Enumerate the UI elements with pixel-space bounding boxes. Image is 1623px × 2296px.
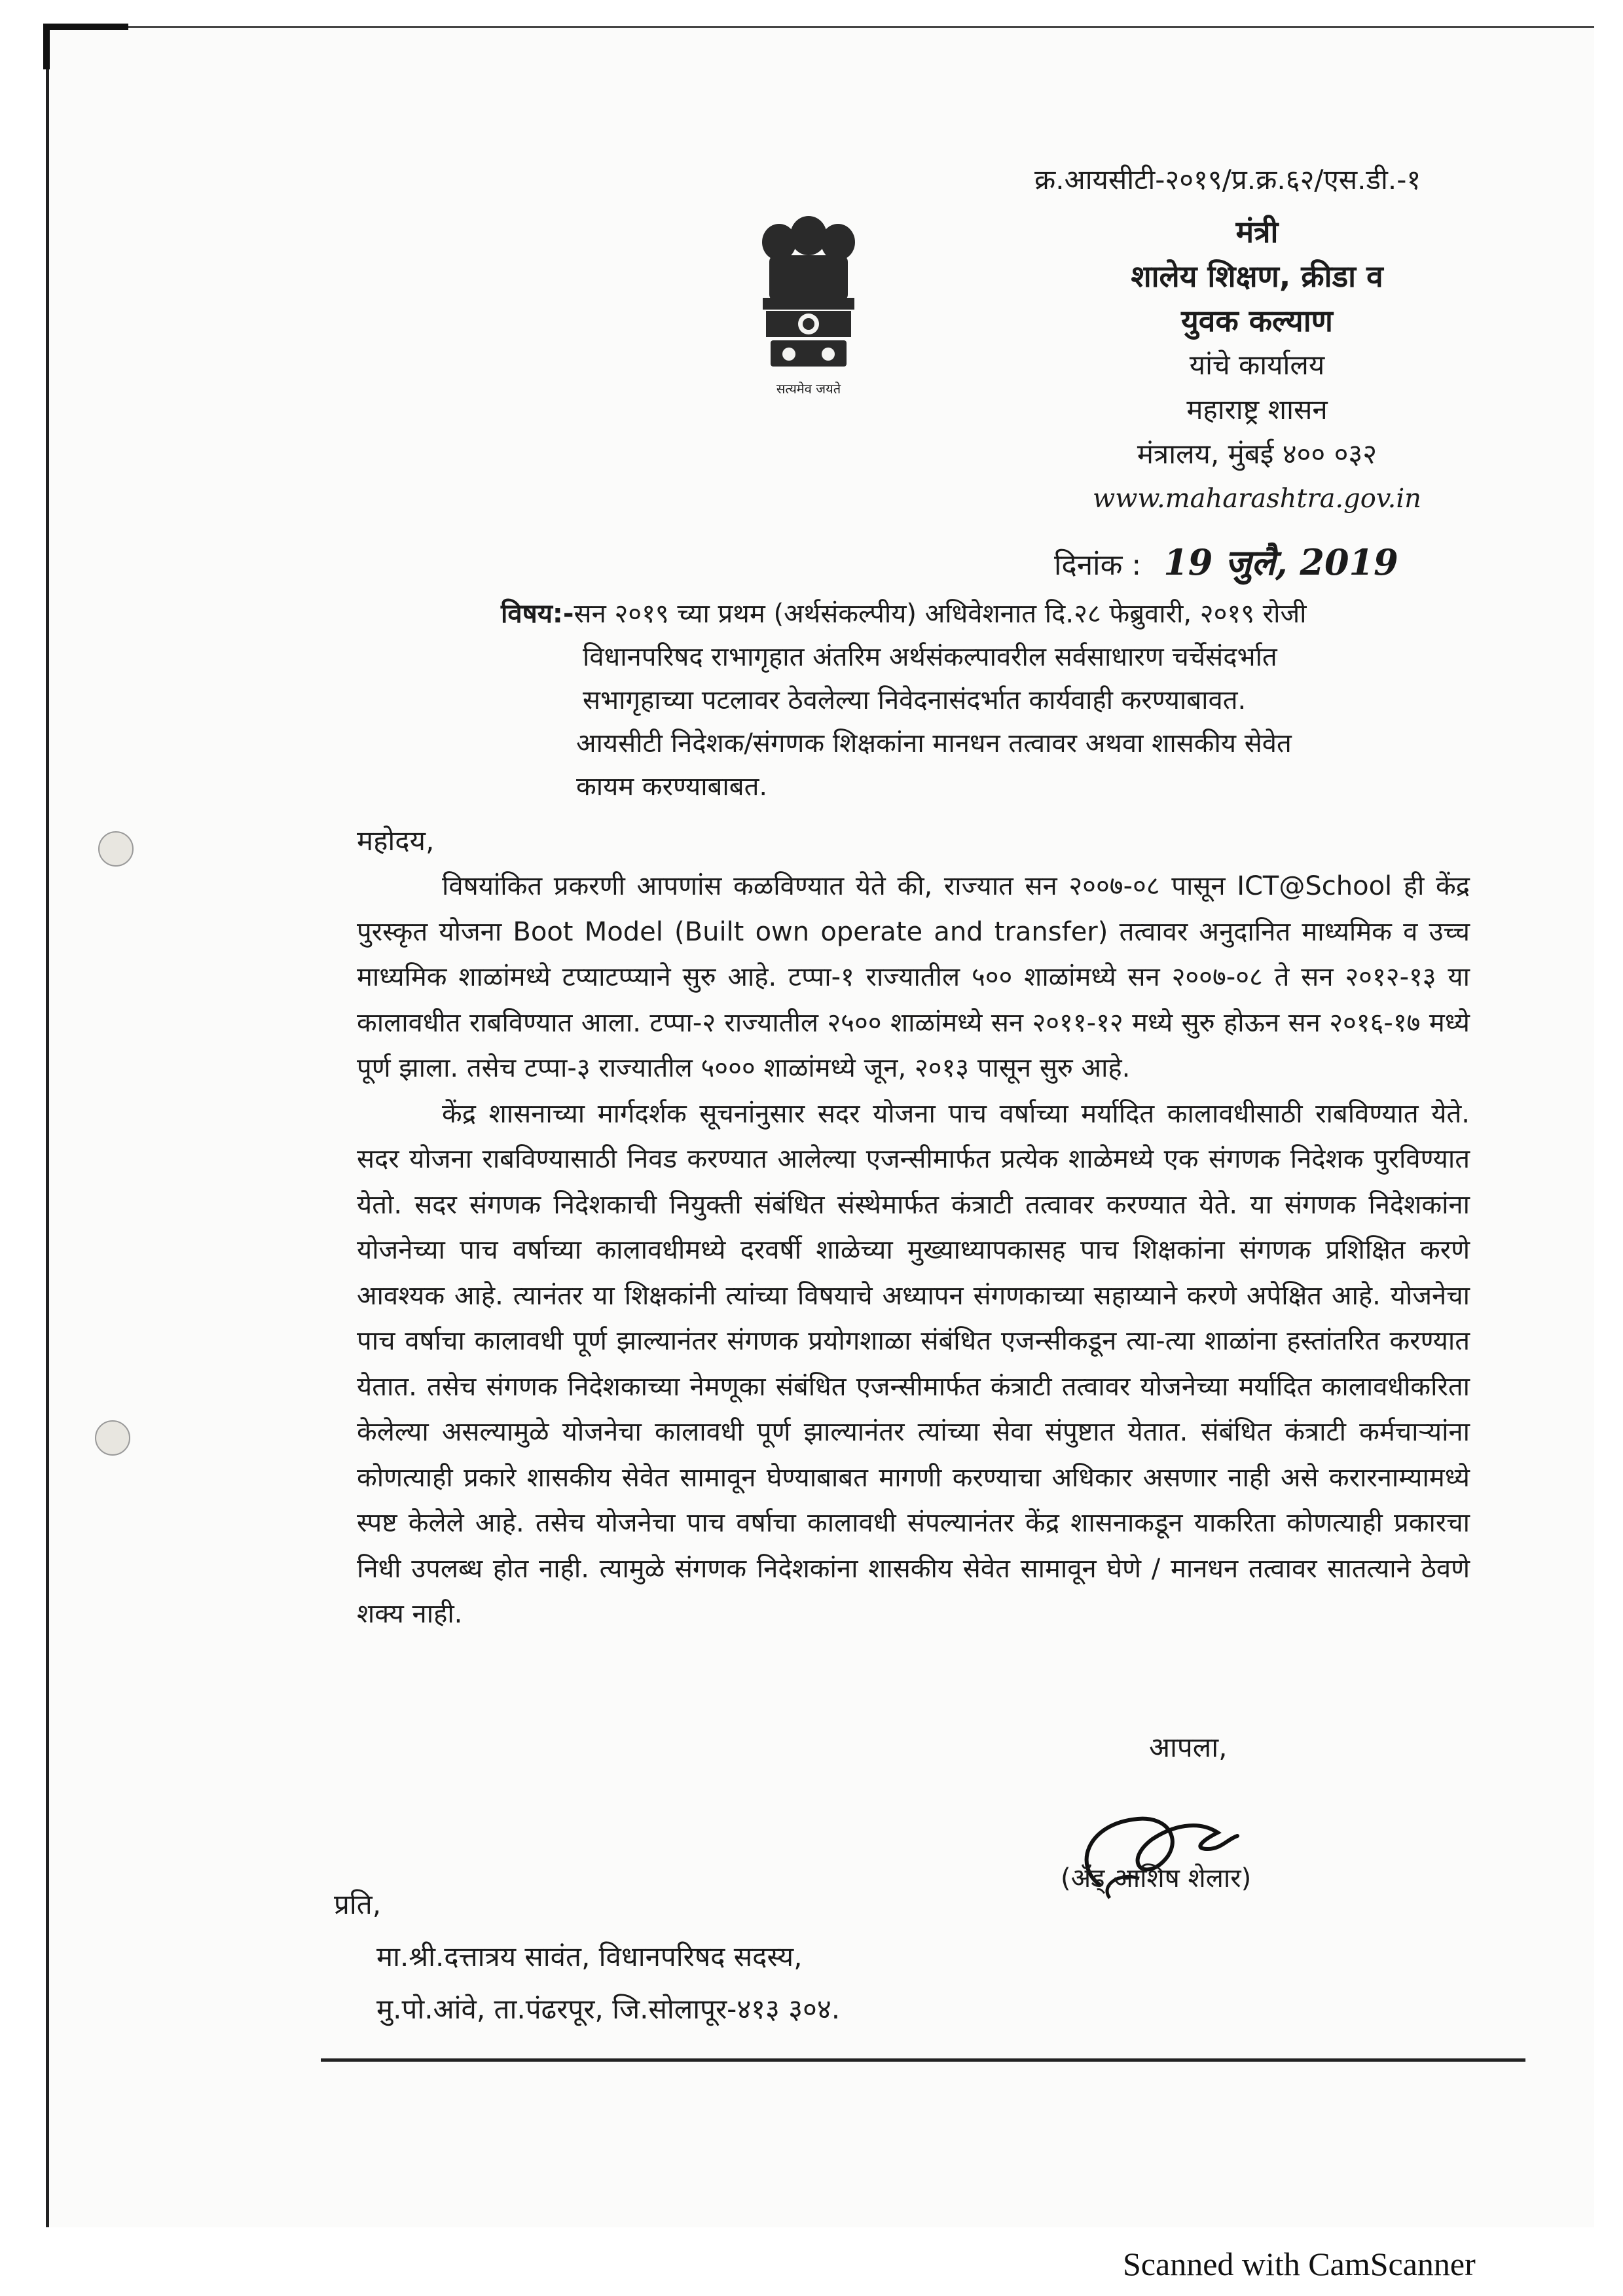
date-value: 19 जुलै, 2019: [1163, 541, 1398, 583]
recipient-address: [376, 1931, 840, 2036]
subject-line: सन २०१९ च्या प्रथम (अर्थसंकल्पीय) अधिवेशनात दि.२८ फेब्रुवारी, २०१९ रोजी: [574, 599, 1307, 629]
punch-hole: [98, 831, 134, 867]
recipient-line: मा.श्री.दत्तात्रय सावंत, विधानपरिषद सदस्य,: [376, 1941, 803, 1973]
body-paragraph: विषयांकित प्रकरणी आपणांस कळविण्यात येते की, राज्यात सन २००७-०८ पासून ICT@School ही केंद्र पुरस्कृत योजना Boot Model (Built own operate and transfer) तत्वावर अनुदानित माध्यमिक व उच्च माध्यमिक शाळांमध्ये टप्याटप्प्याने सुरु आहे. टप्पा-१ राज्यातील ५०० शाळांमध्ये सन २००७-०८ ते सन २०१२-१३ या कालावधीत राबविण्यात आला. टप्पा-२ राज्यातील २५०० शाळांमध्ये सन २०११-१२ मध्ये सुरु होऊन सन २०१६-१७ मध्ये पूर्ण झाला. तसेच टप्पा-३ राज्यातील ५००० शाळांमध्ये जून, २०१३ पासून सुरु आहे.: [357, 871, 1470, 1083]
recipient-label: प्रति,: [334, 1888, 382, 1920]
reference-number: क्र.आयसीटी-२०१९/प्र.क्र.६२/एस.डी.-१: [1034, 164, 1421, 196]
scan-corner-mark: [43, 24, 128, 69]
salutation: महोदय,: [357, 825, 435, 857]
website-link[interactable]: www.maharashtra.gov.in: [1093, 484, 1421, 514]
punch-hole: [95, 1420, 130, 1456]
date-label: दिनांक :: [1054, 548, 1142, 582]
subject-line: आयसीटी निदेशक/संगणक शिक्षकांना मानधन तत्वावर अथवा शासकीय सेवेत: [576, 728, 1292, 759]
closing: आपला,: [1149, 1731, 1228, 1763]
office-line: यांचे कार्यालय: [1189, 349, 1325, 381]
ashoka-emblem-icon: [743, 200, 874, 396]
camscanner-watermark: Scanned with CamScanner: [1123, 2246, 1476, 2282]
subject-line: सभागृहाच्या पटलावर ठेवलेल्या निवेदनासंदर्भात कार्यवाही करण्याबावत.: [583, 685, 1247, 715]
subject-block: [501, 592, 1444, 808]
footer-divider: [321, 2058, 1525, 2062]
letter-body: [357, 864, 1470, 1638]
signatory-name: (ॲड्.आशिष शेलार): [1061, 1863, 1252, 1893]
subject-line: कायम करण्याबाबत.: [576, 772, 768, 802]
office-line: शालेय शिक्षण, क्रीडा व: [1131, 259, 1383, 294]
emblem-motto: सत्यमेव जयते: [776, 381, 841, 397]
subject-label: विषय:-: [501, 599, 574, 629]
office-address-block: [1021, 209, 1493, 521]
office-line: मंत्रालय, मुंबई ४०० ०३२: [1137, 438, 1377, 470]
subject-line: विधानपरिषद राभागृहात अंतरिम अर्थसंकल्पावरील सर्वसाधारण चर्चेसंदर्भात: [583, 642, 1277, 672]
office-line: युवक कल्याण: [1181, 303, 1333, 338]
office-line: मंत्री: [1235, 214, 1279, 249]
office-line: महाराष्ट्र शासन: [1186, 393, 1328, 425]
body-paragraph: केंद्र शासनाच्या मार्गदर्शक सूचनांनुसार सदर योजना पाच वर्षाच्या मर्यादित कालावधीसाठी राबविण्यात येते. सदर योजना राबविण्यासाठी निवड करण्यात आलेल्या एजन्सीमार्फत प्रत्येक शाळेमध्ये एक संगणक निदेशक पुरविण्यात येतो. सदर संगणक निदेशकाची नियुक्ती संबंधित संस्थेमार्फत कंत्राटी तत्वावर करण्यात येते. या संगणक निदेशकांना योजनेच्या पाच वर्षाच्या कालावधीमध्ये दरवर्षी शाळेच्या मुख्याध्यापकासह पाच शिक्षकांना संगणक प्रशिक्षित करणे आवश्यक आहे. त्यानंतर या शिक्षकांनी त्यांच्या विषयाचे अध्यापन संगणकाच्या सहाय्याने करणे अपेक्षित आहे. योजनेचा पाच वर्षाचा कालावधी पूर्ण झाल्यानंतर संगणक प्रयोगशाळा संबंधित एजन्सीकडून त्या-त्या शाळांना हस्तांतरित करण्यात येतात. तसेच संगणक निदेशकाच्या नेमणूका संबंधित एजन्सीमार्फत कंत्राटी तत्वावर योजनेच्या मर्यादित कालावधीकरिता केलेल्या असल्यामुळे योजनेचा कालावधी पूर्ण झाल्यानंतर त्यांच्या सेवा संपुष्टात येतात. संबंधित कंत्राटी कर्मचाऱ्यांना कोणत्याही प्रकारे शासकीय सेवेत सामावून घेण्याबाबत मागणी करण्याचा अधिकार असणार नाही असे करारनाम्यामध्ये स्पष्ट केलेले आहे. तसेच योजनेचा पाच वर्षाचा कालावधी संपल्यानंतर केंद्र शासनाकडून याकरिता कोणत्याही प्रकारचा निधी उपलब्ध होत नाही. त्यामुळे संगणक निदेशकांना शासकीय सेवेत सामावून घेणे / मानधन तत्वावर सातत्याने ठेवणे शक्य नाही.: [357, 1098, 1470, 1629]
recipient-line: मु.पो.आंवे, ता.पंढरपूर, जि.सोलापूर-४१३ ३०४.: [376, 1993, 841, 2025]
date-line: [1054, 537, 1398, 585]
